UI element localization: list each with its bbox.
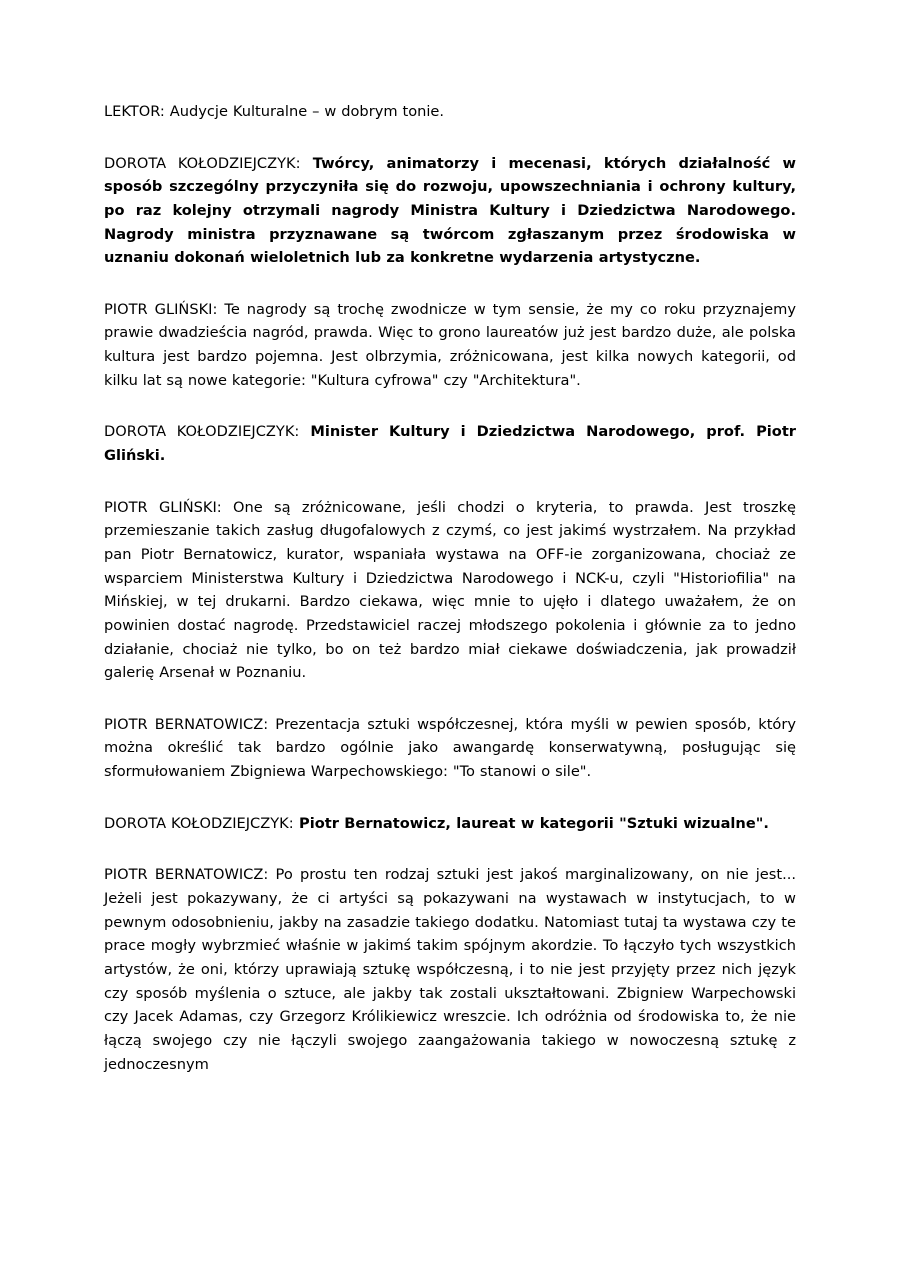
speaker-label: PIOTR BERNATOWICZ:: [104, 715, 269, 733]
speaker-label: PIOTR GLIŃSKI:: [104, 498, 222, 516]
speaker-label: PIOTR GLIŃSKI:: [104, 300, 218, 318]
transcript-paragraph: [104, 812, 796, 836]
transcript-paragraph: [104, 496, 796, 685]
paragraph-text: Piotr Bernatowicz, laureat w kategorii "Sztuki wizualne".: [293, 814, 769, 832]
transcript-paragraph: [104, 863, 796, 1076]
paragraph-text: Po prostu ten rodzaj sztuki jest jakoś marginalizowany, on nie jest... Jeżeli jest pokazywany, że ci artyści są pokazywani na wystawach w instytucjach, to w pewnym odosobnieniu, jakby na zasadzie takiego dodatku. Natomiast tutaj ta wystawa czy te prace mogły wybrzmieć właśnie w jakimś takim spójnym akordzie. To łączyło tych wszystkich artystów, że oni, którzy uprawiają sztukę współczesną, i to nie jest przyjęty przez nich język czy sposób myślenia o sztuce, ale jakby tak zostali ukształtowani. Zbigniew Warpechowski czy Jacek Adamas, czy Grzegorz Królikiewicz wreszcie. Ich odróżnia od środowiska to, że nie łączą swojego czy nie łączyli swojego zaangażowania takiego w nowoczesną sztukę z jednoczesnym: [104, 866, 796, 1073]
document-body: [104, 100, 796, 1076]
speaker-label: DOROTA KOŁODZIEJCZYK:: [104, 423, 300, 441]
speaker-label: PIOTR BERNATOWICZ:: [104, 866, 269, 884]
paragraph-text: Te nagrody są trochę zwodnicze w tym sensie, że my co roku przyznajemy prawie dwadzieścia nagród, prawda. Więc to grono laureatów już jest bardzo duże, ale polska kultura jest bardzo pojemna. Jest olbrzymia, zróżnicowana, jest kilka nowych kategorii, od kilku lat są nowe kategorie: "Kultura cyfrowa" czy "Architektura".: [104, 300, 796, 389]
transcript-paragraph: [104, 420, 796, 467]
transcript-paragraph: [104, 100, 796, 124]
paragraph-text: Prezentacja sztuki współczesnej, która myśli w pewien sposób, który można określić tak bardzo ogólnie jako awangardę konserwatywną, posługując się sformułowaniem Zbigniewa Warpechowskiego: "To stanowi o sile".: [104, 715, 796, 781]
paragraph-text: Audycje Kulturalne – w dobrym tonie.: [164, 103, 445, 120]
transcript-paragraph: [104, 713, 796, 784]
paragraph-text: Minister Kultury i Dziedzictwa Narodowego, prof. Piotr Gliński.: [104, 423, 796, 465]
paragraph-text: Twórcy, animatorzy i mecenasi, których działalność w sposób szczególny przyczyniła się do rozwoju, upowszechniania i ochrony kultury, po raz kolejny otrzymali nagrody Ministra Kultury i Dziedzictwa Narodowego. Nagrody ministra przyznawane są twórcom zgłaszanym przez środowiska w uznaniu dokonań wieloletnich lub za konkretne wydarzenia artystyczne.: [104, 154, 796, 267]
transcript-paragraph: [104, 298, 796, 393]
speaker-label: DOROTA KOŁODZIEJCZYK:: [104, 154, 301, 172]
transcript-paragraph: [104, 152, 796, 270]
speaker-label: DOROTA KOŁODZIEJCZYK:: [104, 814, 294, 832]
paragraph-text: One są zróżnicowane, jeśli chodzi o kryteria, to prawda. Jest troszkę przemieszanie takich zasług długofalowych z czymś, co jest jakimś wystrzałem. Na przykład pan Piotr Bernatowicz, kurator, wspaniała wystawa na OFF-ie zorganizowana, chociaż ze wsparciem Ministerstwa Kultury i Dziedzictwa Narodowego i NCK-u, czyli "Historiofilia" na Mińskiej, w tej drukarni. Bardzo ciekawa, więc mnie to ujęło i dlatego uważałem, że on powinien dostać nagrodę. Przedstawiciel raczej młodszego pokolenia i głównie za to jedno działanie, chociaż nie tylko, bo on też bardzo miał ciekawe doświadczenia, jak prowadził galerię Arsenał w Poznaniu.: [104, 498, 796, 682]
speaker-label: LEKTOR:: [104, 103, 165, 120]
